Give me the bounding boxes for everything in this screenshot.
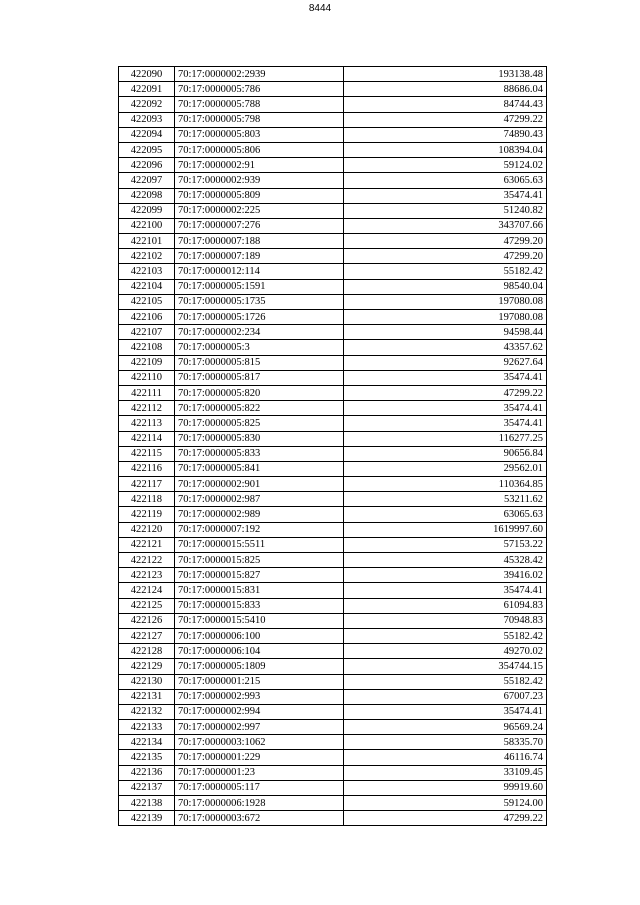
cadastral-value: 46116.74 xyxy=(344,750,547,765)
row-number: 422132 xyxy=(119,704,175,719)
row-number: 422090 xyxy=(119,67,175,82)
cadastral-value: 35474.41 xyxy=(344,401,547,416)
cadastral-value: 116277.25 xyxy=(344,431,547,446)
table-row xyxy=(119,97,547,112)
row-number: 422110 xyxy=(119,370,175,385)
table-row xyxy=(119,249,547,264)
cadastral-value: 94598.44 xyxy=(344,325,547,340)
row-number: 422118 xyxy=(119,492,175,507)
row-number: 422114 xyxy=(119,431,175,446)
table-row xyxy=(119,750,547,765)
table-row xyxy=(119,522,547,537)
cadastral-number: 70:17:0000005:1726 xyxy=(175,310,344,325)
row-number: 422103 xyxy=(119,264,175,279)
table-row xyxy=(119,264,547,279)
row-number: 422134 xyxy=(119,735,175,750)
cadastral-number: 70:17:0000015:825 xyxy=(175,553,344,568)
cadastral-number: 70:17:0000005:815 xyxy=(175,355,344,370)
row-number: 422115 xyxy=(119,446,175,461)
row-number: 422099 xyxy=(119,203,175,218)
table-row xyxy=(119,431,547,446)
cadastral-number: 70:17:0000007:276 xyxy=(175,218,344,233)
table-row xyxy=(119,112,547,127)
cadastral-number: 70:17:0000015:5511 xyxy=(175,537,344,552)
cadastral-number: 70:17:0000005:803 xyxy=(175,127,344,142)
cadastral-number: 70:17:0000005:825 xyxy=(175,416,344,431)
table-row xyxy=(119,507,547,522)
row-number: 422135 xyxy=(119,750,175,765)
table-row xyxy=(119,370,547,385)
table-row xyxy=(119,765,547,780)
cadastral-value: 92627.64 xyxy=(344,355,547,370)
cadastral-number: 70:17:0000006:100 xyxy=(175,628,344,643)
table-row xyxy=(119,796,547,811)
cadastral-value: 47299.22 xyxy=(344,112,547,127)
table-row xyxy=(119,613,547,628)
table-row xyxy=(119,628,547,643)
table-row xyxy=(119,158,547,173)
row-number: 422105 xyxy=(119,294,175,309)
cadastral-value: 35474.41 xyxy=(344,583,547,598)
table-row xyxy=(119,218,547,233)
table-body xyxy=(119,67,547,826)
cadastral-number: 70:17:0000015:833 xyxy=(175,598,344,613)
table-row xyxy=(119,142,547,157)
cadastral-value: 47299.22 xyxy=(344,385,547,400)
cadastral-value: 39416.02 xyxy=(344,568,547,583)
cadastral-value: 99919.60 xyxy=(344,780,547,795)
cadastral-value: 1619997.60 xyxy=(344,522,547,537)
cadastral-value: 47299.22 xyxy=(344,811,547,826)
cadastral-number: 70:17:0000006:1928 xyxy=(175,796,344,811)
cadastral-number: 70:17:0000007:189 xyxy=(175,249,344,264)
cadastral-value: 58335.70 xyxy=(344,735,547,750)
cadastral-value: 63065.63 xyxy=(344,507,547,522)
cadastral-number: 70:17:0000005:786 xyxy=(175,82,344,97)
cadastral-value: 88686.04 xyxy=(344,82,547,97)
row-number: 422111 xyxy=(119,385,175,400)
cadastral-number: 70:17:0000005:1591 xyxy=(175,279,344,294)
table-row xyxy=(119,340,547,355)
row-number: 422112 xyxy=(119,401,175,416)
row-number: 422104 xyxy=(119,279,175,294)
cadastral-value: 343707.66 xyxy=(344,218,547,233)
table-row xyxy=(119,461,547,476)
row-number: 422102 xyxy=(119,249,175,264)
table-row xyxy=(119,659,547,674)
cadastral-value: 61094.83 xyxy=(344,598,547,613)
table-row xyxy=(119,644,547,659)
table-row xyxy=(119,477,547,492)
cadastral-number: 70:17:0000005:117 xyxy=(175,780,344,795)
cadastral-value: 59124.02 xyxy=(344,158,547,173)
cadastral-number: 70:17:0000005:1735 xyxy=(175,294,344,309)
cadastral-value: 29562.01 xyxy=(344,461,547,476)
row-number: 422127 xyxy=(119,628,175,643)
row-number: 422097 xyxy=(119,173,175,188)
row-number: 422131 xyxy=(119,689,175,704)
cadastral-value: 84744.43 xyxy=(344,97,547,112)
cadastral-number: 70:17:0000007:192 xyxy=(175,522,344,537)
row-number: 422094 xyxy=(119,127,175,142)
table-row xyxy=(119,401,547,416)
table-row xyxy=(119,203,547,218)
row-number: 422120 xyxy=(119,522,175,537)
cadastral-number: 70:17:0000005:830 xyxy=(175,431,344,446)
cadastral-value: 74890.43 xyxy=(344,127,547,142)
table-row xyxy=(119,188,547,203)
cadastral-number: 70:17:0000002:91 xyxy=(175,158,344,173)
row-number: 422139 xyxy=(119,811,175,826)
cadastral-value: 55182.42 xyxy=(344,264,547,279)
cadastral-number: 70:17:0000015:827 xyxy=(175,568,344,583)
cadastral-value: 51240.82 xyxy=(344,203,547,218)
cadastral-number: 70:17:0000005:798 xyxy=(175,112,344,127)
cadastral-number: 70:17:0000005:833 xyxy=(175,446,344,461)
row-number: 422116 xyxy=(119,461,175,476)
cadastral-value: 57153.22 xyxy=(344,537,547,552)
cadastral-number: 70:17:0000002:994 xyxy=(175,704,344,719)
cadastral-number: 70:17:0000015:5410 xyxy=(175,613,344,628)
table-row xyxy=(119,583,547,598)
cadastral-number: 70:17:0000005:841 xyxy=(175,461,344,476)
row-number: 422128 xyxy=(119,644,175,659)
table-row xyxy=(119,720,547,735)
table-row xyxy=(119,568,547,583)
table-row xyxy=(119,310,547,325)
row-number: 422121 xyxy=(119,537,175,552)
row-number: 422138 xyxy=(119,796,175,811)
cadastral-value: 197080.08 xyxy=(344,310,547,325)
cadastral-value: 35474.41 xyxy=(344,188,547,203)
cadastral-value: 108394.04 xyxy=(344,142,547,157)
table-row xyxy=(119,704,547,719)
page-number: 8444 xyxy=(308,3,332,14)
cadastral-number: 70:17:0000003:1062 xyxy=(175,735,344,750)
row-number: 422126 xyxy=(119,613,175,628)
cadastral-value: 197080.08 xyxy=(344,294,547,309)
row-number: 422136 xyxy=(119,765,175,780)
cadastral-value: 63065.63 xyxy=(344,173,547,188)
table-row xyxy=(119,279,547,294)
cadastral-number: 70:17:0000001:23 xyxy=(175,765,344,780)
cadastral-value: 45328.42 xyxy=(344,553,547,568)
cadastral-value: 193138.48 xyxy=(344,67,547,82)
row-number: 422096 xyxy=(119,158,175,173)
row-number: 422100 xyxy=(119,218,175,233)
table-row xyxy=(119,234,547,249)
cadastral-number: 70:17:0000002:901 xyxy=(175,477,344,492)
cadastral-number: 70:17:0000005:1809 xyxy=(175,659,344,674)
row-number: 422093 xyxy=(119,112,175,127)
table-row xyxy=(119,598,547,613)
table-row xyxy=(119,385,547,400)
table-row xyxy=(119,446,547,461)
row-number: 422109 xyxy=(119,355,175,370)
cadastral-value: 55182.42 xyxy=(344,628,547,643)
cadastral-number: 70:17:0000002:225 xyxy=(175,203,344,218)
cadastral-value: 98540.04 xyxy=(344,279,547,294)
row-number: 422091 xyxy=(119,82,175,97)
cadastral-value: 43357.62 xyxy=(344,340,547,355)
cadastral-value: 110364.85 xyxy=(344,477,547,492)
cadastral-value: 47299.20 xyxy=(344,234,547,249)
row-number: 422124 xyxy=(119,583,175,598)
cadastral-value: 35474.41 xyxy=(344,370,547,385)
cadastral-number: 70:17:0000002:939 xyxy=(175,173,344,188)
table-row xyxy=(119,735,547,750)
cadastral-value-table xyxy=(118,66,547,826)
row-number: 422125 xyxy=(119,598,175,613)
row-number: 422133 xyxy=(119,720,175,735)
table-row xyxy=(119,325,547,340)
cadastral-number: 70:17:0000005:822 xyxy=(175,401,344,416)
cadastral-value: 47299.20 xyxy=(344,249,547,264)
table-row xyxy=(119,355,547,370)
row-number: 422137 xyxy=(119,780,175,795)
cadastral-number: 70:17:0000001:229 xyxy=(175,750,344,765)
cadastral-number: 70:17:0000001:215 xyxy=(175,674,344,689)
cadastral-number: 70:17:0000005:788 xyxy=(175,97,344,112)
table-row xyxy=(119,82,547,97)
cadastral-number: 70:17:0000005:806 xyxy=(175,142,344,157)
cadastral-number: 70:17:0000012:114 xyxy=(175,264,344,279)
cadastral-value: 90656.84 xyxy=(344,446,547,461)
row-number: 422101 xyxy=(119,234,175,249)
row-number: 422130 xyxy=(119,674,175,689)
row-number: 422113 xyxy=(119,416,175,431)
cadastral-value: 96569.24 xyxy=(344,720,547,735)
cadastral-value: 354744.15 xyxy=(344,659,547,674)
table-row xyxy=(119,67,547,82)
cadastral-number: 70:17:0000002:2939 xyxy=(175,67,344,82)
row-number: 422123 xyxy=(119,568,175,583)
cadastral-number: 70:17:0000005:817 xyxy=(175,370,344,385)
row-number: 422092 xyxy=(119,97,175,112)
cadastral-number: 70:17:0000005:3 xyxy=(175,340,344,355)
row-number: 422106 xyxy=(119,310,175,325)
row-number: 422107 xyxy=(119,325,175,340)
cadastral-value: 53211.62 xyxy=(344,492,547,507)
cadastral-number: 70:17:0000005:820 xyxy=(175,385,344,400)
row-number: 422129 xyxy=(119,659,175,674)
row-number: 422108 xyxy=(119,340,175,355)
table-row xyxy=(119,173,547,188)
table-row xyxy=(119,537,547,552)
cadastral-number: 70:17:0000002:234 xyxy=(175,325,344,340)
cadastral-value: 59124.00 xyxy=(344,796,547,811)
cadastral-number: 70:17:0000002:987 xyxy=(175,492,344,507)
table-row xyxy=(119,689,547,704)
cadastral-value: 35474.41 xyxy=(344,416,547,431)
table-row xyxy=(119,294,547,309)
cadastral-number: 70:17:0000005:809 xyxy=(175,188,344,203)
cadastral-number: 70:17:0000002:997 xyxy=(175,720,344,735)
row-number: 422122 xyxy=(119,553,175,568)
table-row xyxy=(119,674,547,689)
table-row xyxy=(119,492,547,507)
cadastral-value: 55182.42 xyxy=(344,674,547,689)
table-row xyxy=(119,553,547,568)
table-row xyxy=(119,811,547,826)
row-number: 422119 xyxy=(119,507,175,522)
row-number: 422095 xyxy=(119,142,175,157)
cadastral-value: 35474.41 xyxy=(344,704,547,719)
cadastral-number: 70:17:0000015:831 xyxy=(175,583,344,598)
row-number: 422117 xyxy=(119,477,175,492)
cadastral-value: 33109.45 xyxy=(344,765,547,780)
cadastral-number: 70:17:0000006:104 xyxy=(175,644,344,659)
table-row xyxy=(119,416,547,431)
table-row xyxy=(119,127,547,142)
cadastral-value: 67007.23 xyxy=(344,689,547,704)
table-row xyxy=(119,780,547,795)
row-number: 422098 xyxy=(119,188,175,203)
cadastral-value: 70948.83 xyxy=(344,613,547,628)
cadastral-number: 70:17:0000007:188 xyxy=(175,234,344,249)
cadastral-number: 70:17:0000002:993 xyxy=(175,689,344,704)
cadastral-number: 70:17:0000003:672 xyxy=(175,811,344,826)
cadastral-value: 49270.02 xyxy=(344,644,547,659)
cadastral-number: 70:17:0000002:989 xyxy=(175,507,344,522)
